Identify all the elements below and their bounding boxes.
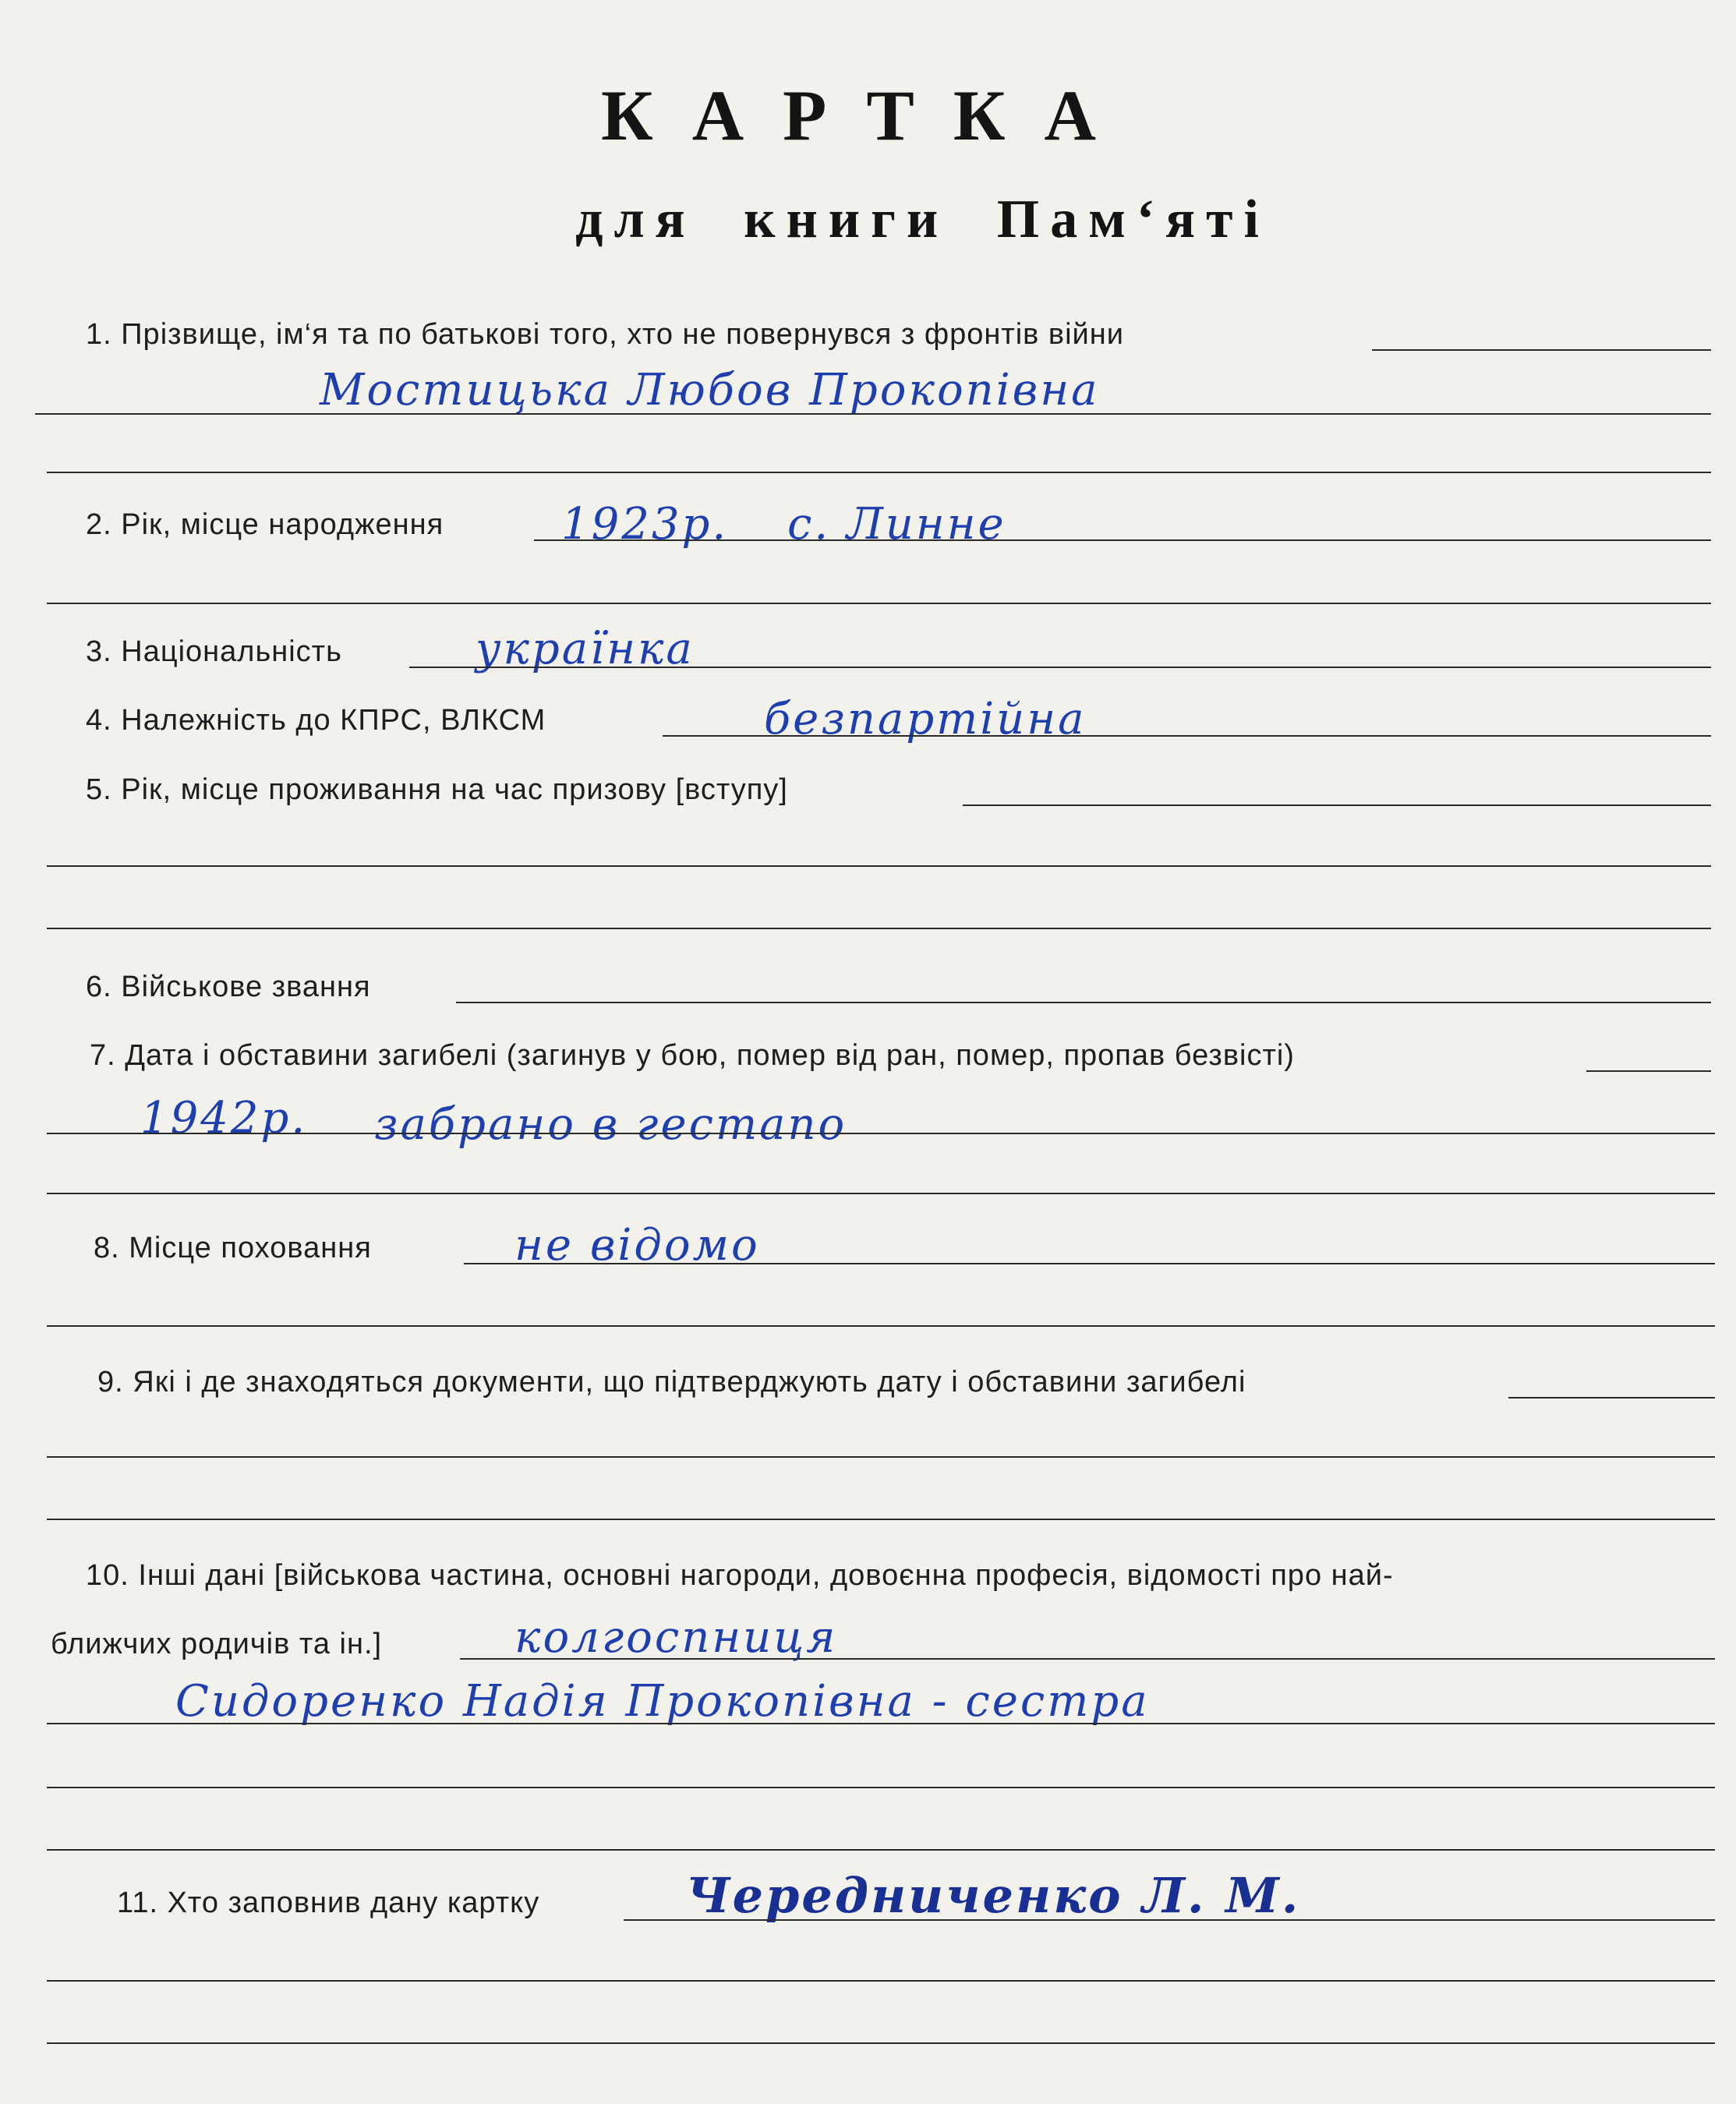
- field-11-line-a: [624, 1919, 1715, 1921]
- field-4-value: безпартійна: [764, 694, 1087, 744]
- field-10-line-d: [47, 1849, 1715, 1851]
- field-2-label: 2. Рік, місце народження: [86, 508, 444, 541]
- field-10-line-c: [47, 1787, 1715, 1788]
- field-8-label: 8. Місце поховання: [94, 1232, 372, 1264]
- field-9-line-c: [47, 1519, 1715, 1520]
- field-2-year: 1923р.: [561, 499, 729, 550]
- field-11-value: Чередниченко Л. М.: [686, 1867, 1301, 1924]
- field-8-line-a: [464, 1263, 1715, 1264]
- field-7-line-b: [47, 1133, 1715, 1134]
- field-9-line-b: [47, 1456, 1715, 1458]
- card-subtitle: для книги Пам‘яті: [575, 189, 1270, 249]
- field-2-line-a: [534, 539, 1711, 541]
- field-4-line: [663, 735, 1711, 737]
- field-11-line-c: [47, 2042, 1715, 2044]
- field-2-place: с. Линне: [787, 499, 1006, 550]
- field-4-label: 4. Належність до КПРС, ВЛКСМ: [86, 704, 546, 737]
- field-9-label: 9. Які і де знаходяться документи, що підтверджують дату і обставини загибелі: [97, 1366, 1246, 1399]
- field-5-line-b: [47, 865, 1711, 867]
- field-3-value: українка: [476, 624, 695, 674]
- field-3-line: [409, 667, 1711, 668]
- field-5-line-a: [963, 804, 1711, 806]
- field-8-line-b: [47, 1325, 1715, 1327]
- field-6-label: 6. Військове звання: [86, 971, 371, 1003]
- field-2-line-b: [47, 603, 1711, 604]
- field-9-line-a: [1508, 1397, 1715, 1399]
- field-5-label: 5. Рік, місце проживання на час призову [вступу]: [86, 773, 788, 806]
- field-1-value: Мостицька Любов Прокопівна: [320, 365, 1100, 415]
- field-10-label-line1: 10. Інші дані [військова частина, основні нагороди, довоєнна професія, відомості про най-: [86, 1559, 1394, 1592]
- field-1-line-c: [47, 472, 1711, 473]
- field-5-line-c: [47, 928, 1711, 929]
- field-10-label-line2: ближчих родичів та ін.]: [51, 1628, 383, 1660]
- field-7-line-a: [1586, 1070, 1711, 1072]
- field-7-year: 1942р.: [140, 1093, 308, 1144]
- field-10-value-relative: Сидоренко Надія Прокопівна - сестра: [175, 1676, 1150, 1727]
- field-10-value-occupation: колгоспниця: [514, 1612, 838, 1663]
- field-7-line-c: [47, 1193, 1715, 1194]
- field-10-line-b: [47, 1723, 1715, 1724]
- field-7-label: 7. Дата і обставини загибелі (загинув у бою, помер від ран, помер, пропав безвісті): [90, 1039, 1295, 1072]
- field-8-value: не відомо: [514, 1220, 760, 1271]
- card-title: КАРТКА: [601, 76, 1135, 155]
- field-6-line: [456, 1002, 1711, 1003]
- field-1-line-a: [1372, 349, 1711, 351]
- field-7-value: забрано в гестапо: [374, 1099, 847, 1150]
- field-1-line-b: [35, 413, 1711, 415]
- field-10-line-a: [460, 1658, 1715, 1660]
- field-1-label: 1. Прізвище, ім‘я та по батькові того, хто не повернувся з фронтів війни: [86, 318, 1124, 351]
- field-3-label: 3. Національність: [86, 635, 342, 668]
- field-11-line-b: [47, 1980, 1715, 1982]
- field-11-label: 11. Хто заповнив дану картку: [117, 1887, 540, 1919]
